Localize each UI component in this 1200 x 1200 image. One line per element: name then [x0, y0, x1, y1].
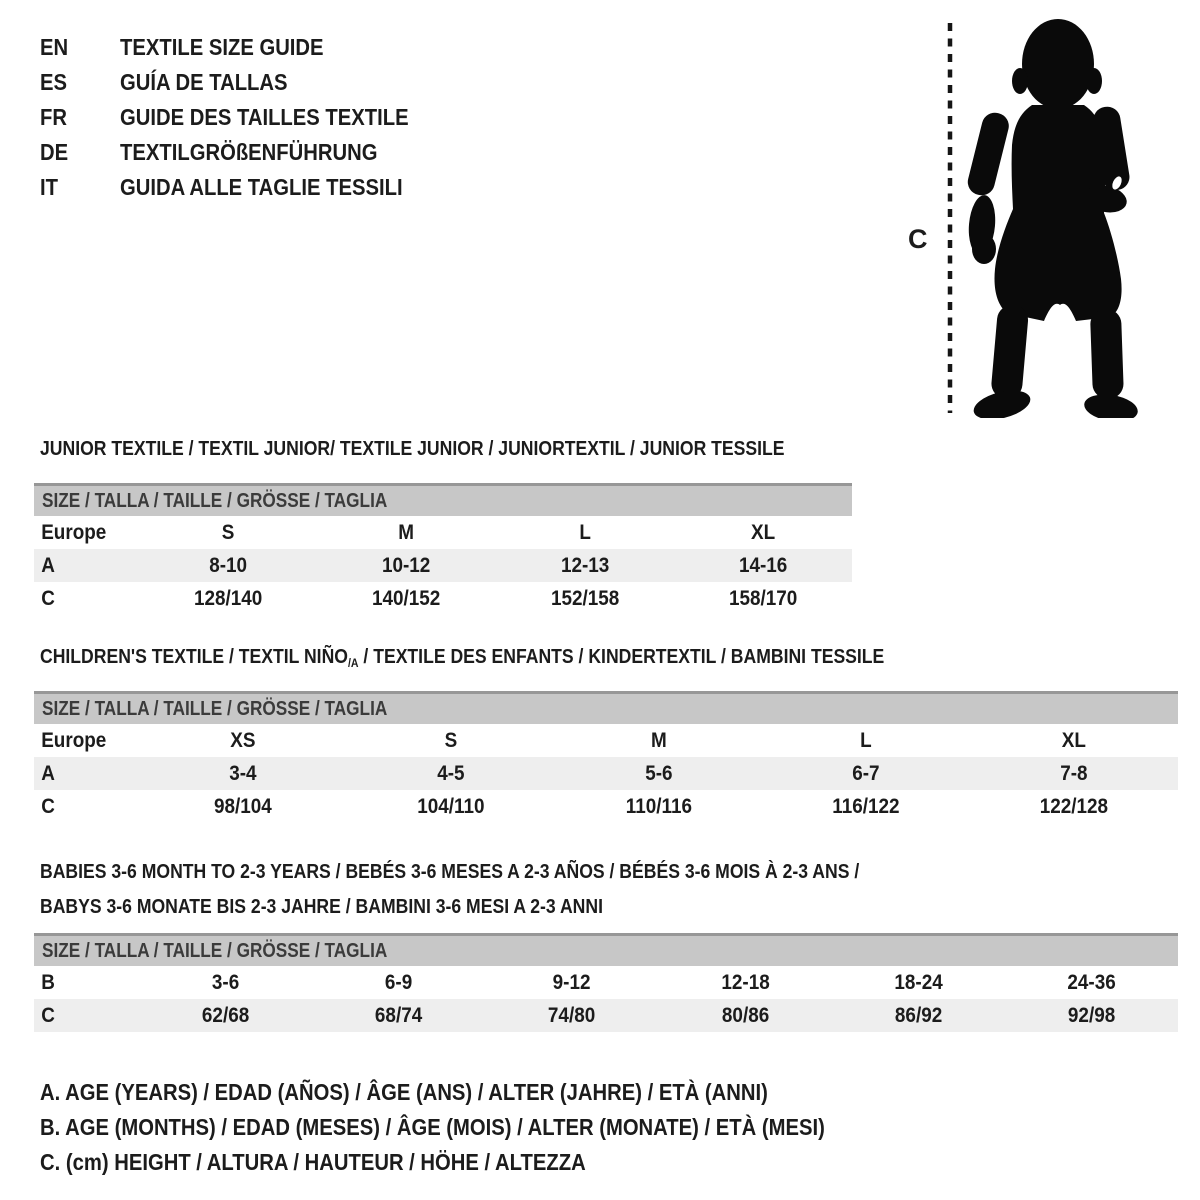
size-header-bar: [34, 691, 1178, 724]
table-cell: 12-13: [560, 553, 609, 577]
table-cell: 7-8: [1060, 761, 1088, 785]
table-cell: S: [444, 728, 458, 752]
table-cell: 92/98: [1067, 1003, 1116, 1027]
table-cell: 14-16: [738, 553, 788, 577]
legend-line-a: A. AGE (YEARS) / EDAD (AÑOS) / ÂGE (ANS) / ALTER (JAHRE) / ETÀ (ANNI): [40, 1079, 768, 1105]
table-row-europe: [34, 724, 1178, 757]
table-cell: M: [650, 728, 667, 752]
table-cell: 62/68: [201, 1003, 250, 1027]
table-row-height: [34, 999, 1178, 1032]
table-cell: 128/140: [193, 586, 263, 610]
size-header-label: SIZE / TALLA / TAILLE / GRÖSSE / TAGLIA: [42, 939, 388, 962]
table-row-height: [34, 790, 1178, 823]
size-header-bar: [34, 483, 852, 516]
toddler-silhouette: [965, 19, 1140, 418]
header-section: [0, 0, 1200, 437]
table-cell: 3-4: [229, 761, 257, 785]
table-cell: L: [578, 520, 591, 544]
table-cell: 24-36: [1067, 970, 1116, 994]
table-cell: XL: [750, 520, 775, 544]
table-cell: 6-7: [852, 761, 880, 785]
row-label: Europe: [41, 520, 107, 544]
nino-a-subscript: /A: [347, 656, 359, 670]
table-cell: 74/80: [548, 1003, 596, 1027]
language-title: GUIDE DES TAILLES TEXTILE: [120, 104, 409, 130]
table-cell: L: [860, 728, 873, 752]
table-cell: 86/92: [894, 1003, 942, 1027]
table-cell: 6-9: [385, 970, 413, 994]
language-code: FR: [40, 104, 67, 130]
table-cell: 104/110: [417, 794, 485, 818]
table-cell: XS: [230, 728, 256, 752]
measure-legend: [40, 1075, 1200, 1180]
junior-title: JUNIOR TEXTILE / TEXTIL JUNIOR/ TEXTILE JUNIOR / JUNIORTEXTIL / JUNIOR TESSILE: [40, 438, 785, 460]
babies-title-line1: BABIES 3-6 MONTH TO 2-3 YEARS / BEBÉS 3-6 MESES A 2-3 AÑOS / BÉBÉS 3-6 MOIS À 2-3 ANS /: [40, 861, 860, 883]
table-cell: 8-10: [209, 553, 248, 577]
row-label: A: [41, 553, 55, 577]
language-code: IT: [40, 174, 58, 200]
height-figure: [898, 16, 1170, 418]
babies-table: [34, 933, 1178, 1032]
table-row-height: [34, 582, 852, 615]
table-cell: M: [398, 520, 415, 544]
table-cell: S: [221, 520, 235, 544]
table-cell: 68/74: [375, 1003, 423, 1027]
table-cell: 152/158: [550, 586, 619, 610]
language-title: GUIDA ALLE TAGLIE TESSILI: [120, 174, 403, 200]
table-row-age-years: [34, 757, 1178, 790]
legend-line-b: B. AGE (MONTHS) / EDAD (MESES) / ÂGE (MOIS) / ALTER (MONATE) / ETÀ (MESI): [40, 1114, 825, 1140]
babies-section: [0, 855, 1200, 1032]
children-section: [0, 645, 1200, 823]
table-cell: 122/128: [1039, 794, 1109, 818]
row-label: B: [41, 970, 55, 994]
size-header-bar: [34, 933, 1178, 966]
language-code: ES: [40, 69, 68, 95]
table-cell: 98/104: [213, 794, 272, 818]
junior-section: [0, 437, 1200, 615]
table-cell: 140/152: [372, 586, 441, 610]
row-label: Europe: [41, 728, 107, 752]
babies-title: [0, 855, 1200, 925]
table-row-age-years: [34, 549, 852, 582]
row-label: A: [41, 761, 55, 785]
language-title: GUÍA DE TALLAS: [120, 69, 288, 95]
size-header-label: SIZE / TALLA / TAILLE / GRÖSSE / TAGLIA: [42, 489, 388, 512]
toddler-silhouette-svg: [898, 16, 1170, 418]
junior-table: [34, 483, 852, 615]
children-title: CHILDREN'S TEXTILE / TEXTIL $NIÑO_{/A}$ / TEXTILE DES ENFANTS / KINDERTEXTIL / BAMBINI TESSILE: [40, 646, 885, 670]
table-cell: 116/122: [832, 794, 900, 818]
table-row-europe: [34, 516, 852, 549]
legend-line-c: C. (cm) HEIGHT / ALTURA / HAUTEUR / HÖHE / ALTEZZA: [40, 1149, 586, 1175]
table-cell: 5-6: [644, 761, 673, 785]
table-cell: 4-5: [437, 761, 465, 785]
table-cell: 18-24: [894, 970, 943, 994]
table-cell: 10-12: [382, 553, 431, 577]
table-cell: 9-12: [553, 970, 591, 994]
row-label: C: [41, 586, 55, 610]
table-cell: 3-6: [211, 970, 240, 994]
row-label: C: [41, 1003, 55, 1027]
language-code: EN: [40, 34, 69, 60]
table-cell: 110/116: [625, 794, 692, 818]
table-cell: 158/170: [728, 586, 798, 610]
babies-title-line2: BABYS 3-6 MONATE BIS 2-3 JAHRE / BAMBINI 3-6 MESI A 2-3 ANNI: [40, 896, 603, 918]
children-table: [34, 691, 1178, 823]
table-cell: 80/86: [721, 1003, 769, 1027]
language-title: TEXTILE SIZE GUIDE: [120, 34, 324, 60]
table-row-age-months: [34, 966, 1178, 999]
size-header-label: SIZE / TALLA / TAILLE / GRÖSSE / TAGLIA: [42, 697, 388, 720]
table-cell: XL: [1061, 728, 1087, 752]
table-cell: 12-18: [720, 970, 770, 994]
height-measure-label: C: [908, 224, 928, 254]
row-label: C: [41, 794, 55, 818]
language-code: DE: [40, 139, 69, 165]
language-title: TEXTILGRÖßENFÜHRUNG: [120, 139, 378, 165]
